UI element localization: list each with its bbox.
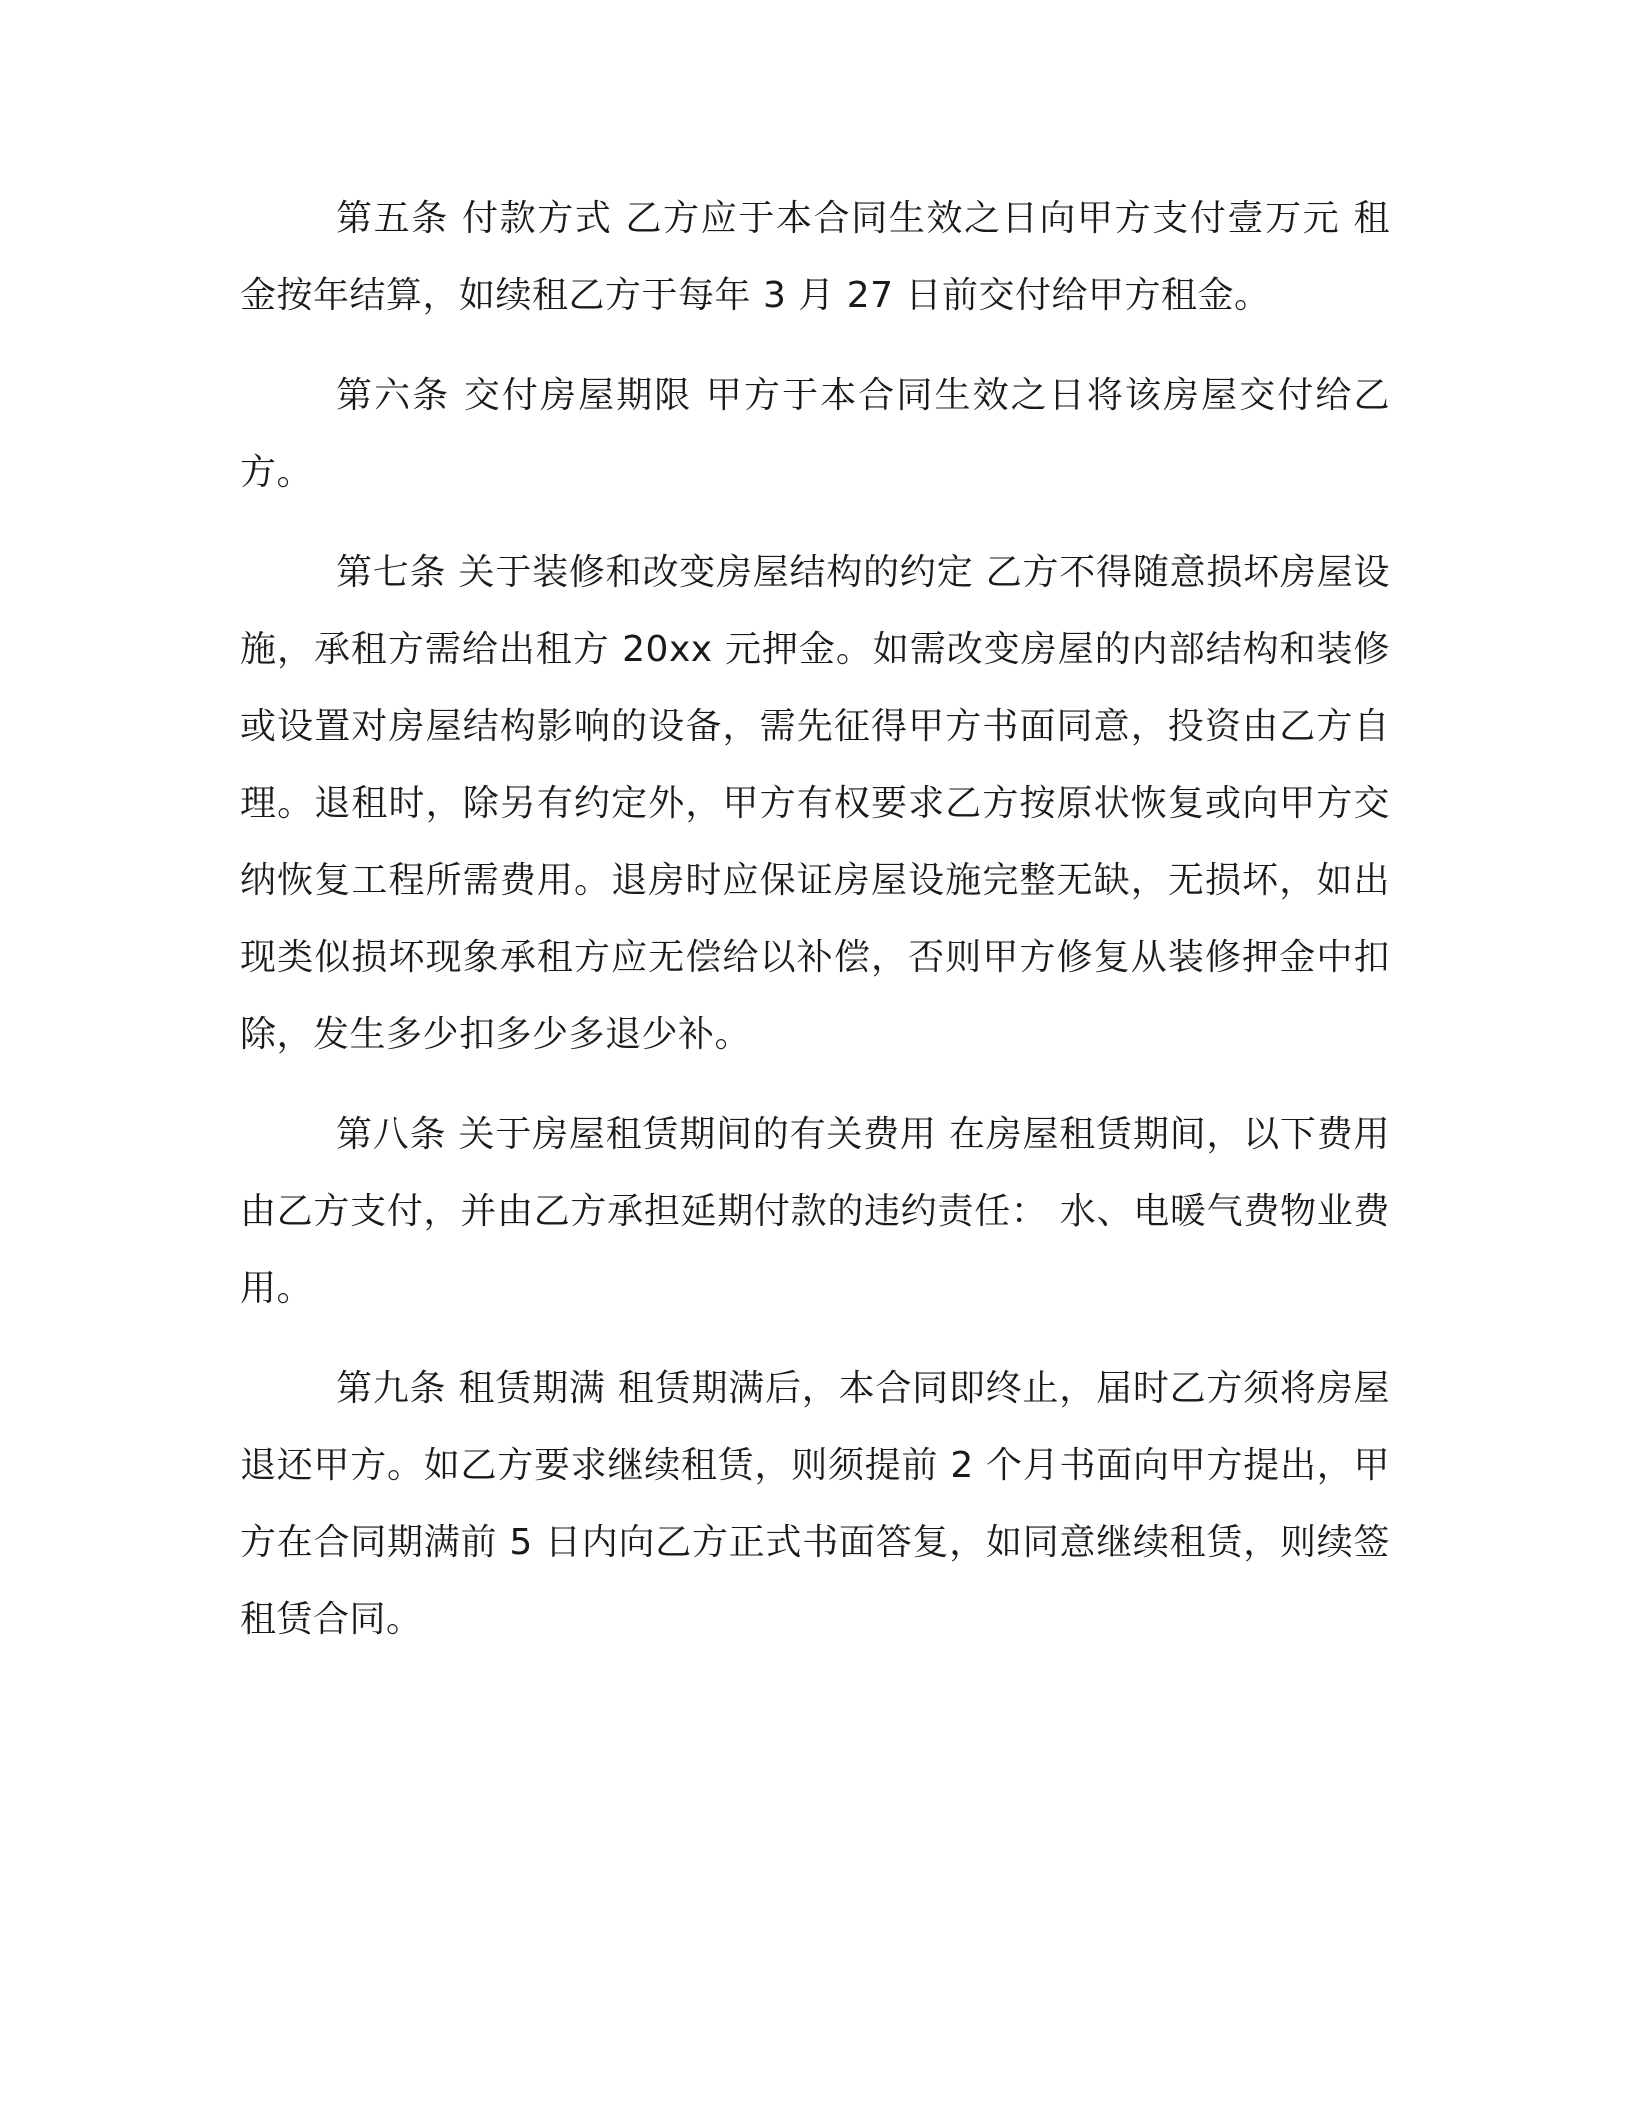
clause-7-renovation-terms: 第七条 关于装修和改变房屋结构的约定 乙方不得随意损坏房屋设施，承租方需给出租方 20xx 元押金。如需改变房屋的内部结构和装修或设置对房屋结构影响的设备，需先征得甲方书面同意，投资由乙方自理。退租时，除另有约定外，甲方有权要求乙方按原状恢复或向甲方交纳恢复工程所需费用。退房时应保证房屋设施完整无缺，无损坏，如出现类似损坏现象承租方应无偿给以补偿，否则甲方修复从装修押金中扣除，发生多少扣多少多退少补。 — [240, 552, 1390, 1055]
clause-6-delivery-period: 第六条 交付房屋期限 甲方于本合同生效之日将该房屋交付给乙方。 — [240, 375, 1390, 493]
clause-5-payment-method: 第五条 付款方式 乙方应于本合同生效之日向甲方支付壹万元 租金按年结算，如续租乙方于每年 3 月 27 日前交付给甲方租金。 — [240, 198, 1390, 316]
clause-8-rental-fees: 第八条 关于房屋租赁期间的有关费用 在房屋租赁期间，以下费用由乙方支付，并由乙方承担延期付款的违约责任： 水、电暖气费物业费用。 — [240, 1114, 1390, 1309]
document-body — [240, 180, 1390, 1681]
clause-9-lease-expiry: 第九条 租赁期满 租赁期满后，本合同即终止，届时乙方须将房屋退还甲方。如乙方要求继续租赁，则须提前 2 个月书面向甲方提出，甲方在合同期满前 5 日内向乙方正式书面答复，如同意继续租赁，则续签租赁合同。 — [240, 1368, 1390, 1640]
